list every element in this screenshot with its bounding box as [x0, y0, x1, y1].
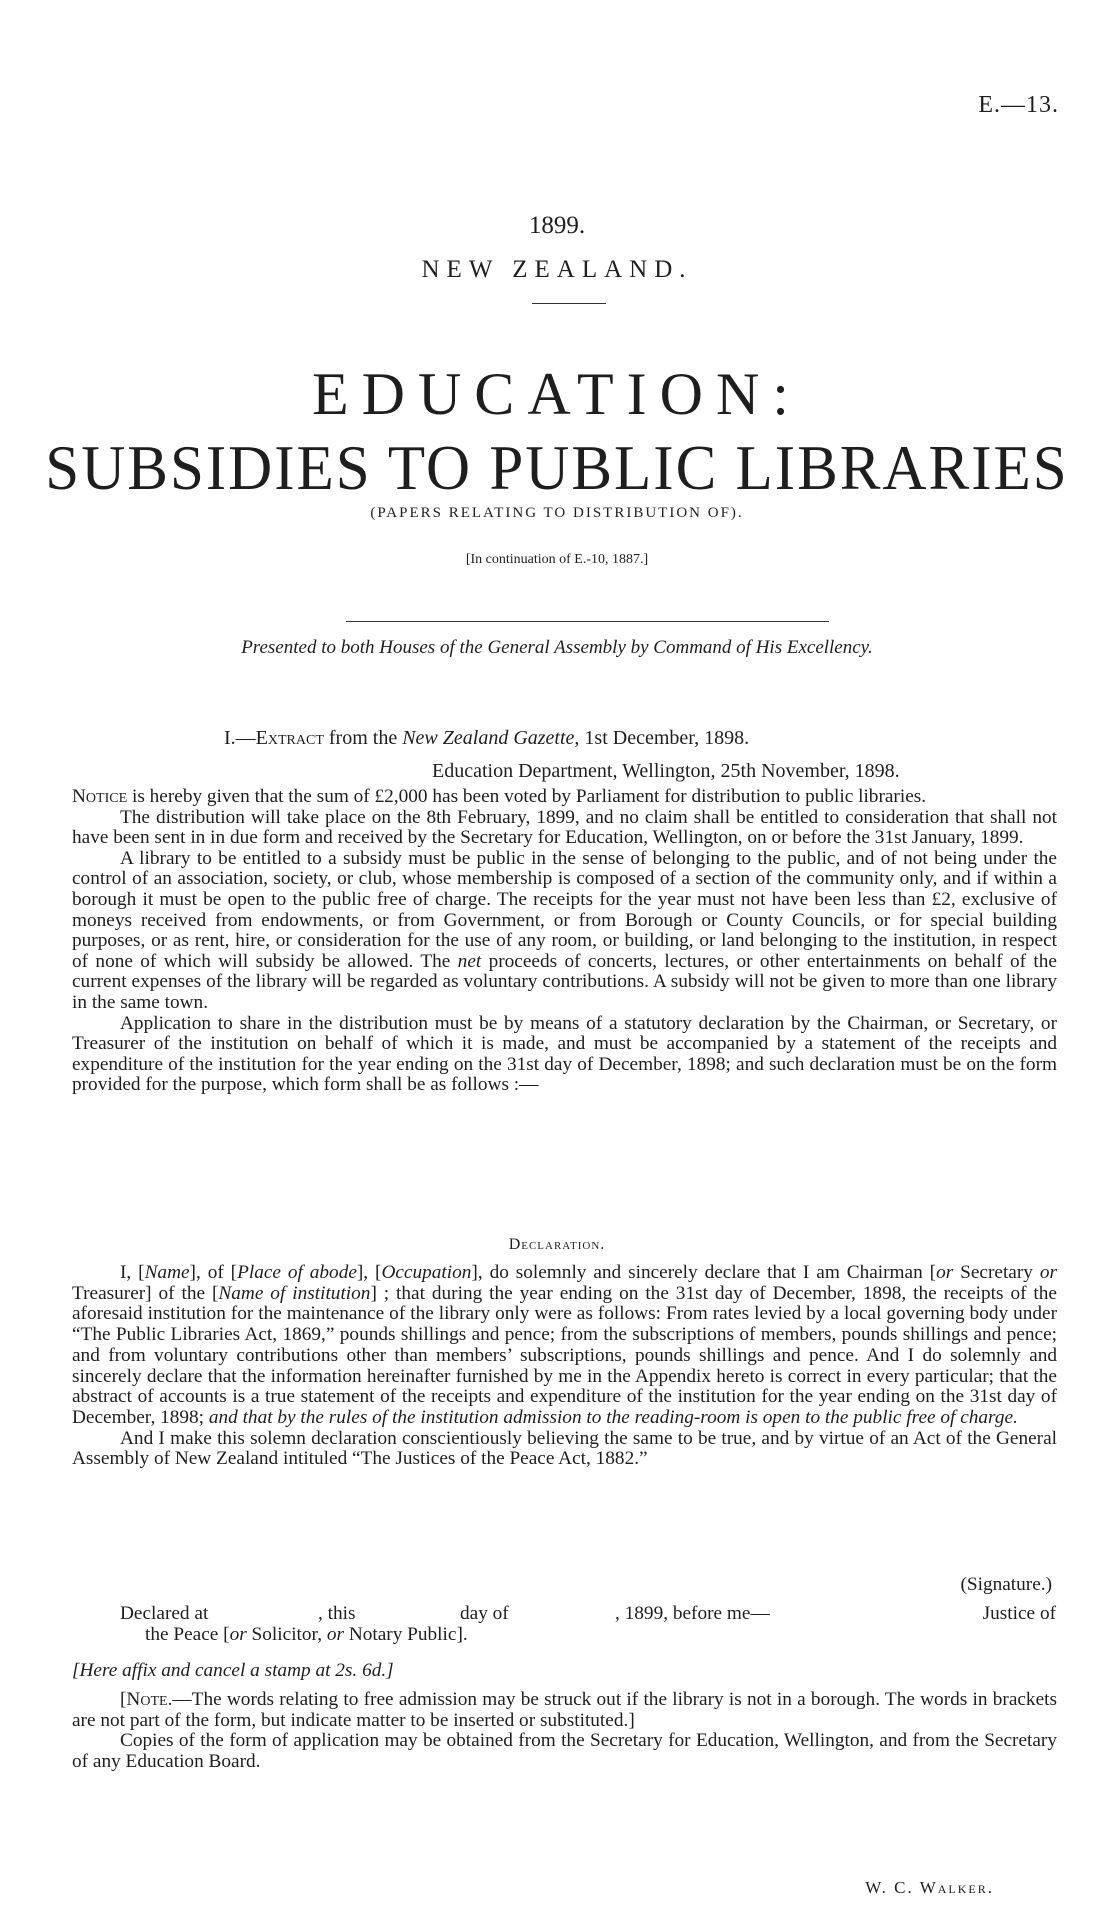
peace-or: or [229, 1624, 247, 1645]
declaration-paragraph-2: And I make this solemn declaration conscientiously believing the same to be true, and by virtue of an Act of the General Assembly of New Zealand intituled “The Justices of the Peace Act, 1882.” [72, 1427, 1057, 1470]
section-number: I.— [224, 727, 256, 749]
continuation-note: [In continuation of E.-10, 1887.] [465, 552, 649, 567]
decl-or: or [936, 1262, 954, 1283]
year: 1899. [528, 212, 586, 239]
notice-paragraph-1 [72, 787, 1057, 808]
extract-word: Extract [255, 727, 324, 749]
note-paragraph [72, 1690, 1057, 1731]
page-subtitle: SUBSIDIES TO PUBLIC LIBRARIES [45, 433, 1069, 504]
department-dateline: Education Department, Wellington, 25th November, 1898. [432, 760, 900, 782]
note-block [72, 1690, 1057, 1773]
decl-italic-clause: and that by the rules of the institution admission to the reading-room is open to the public free of charge. [208, 1406, 1018, 1428]
justice-of: Justice of [982, 1603, 1056, 1624]
notice-word: Notice [72, 786, 128, 807]
net-word: net [457, 950, 482, 972]
note-open: [ [120, 1689, 127, 1710]
peace-or: or [326, 1624, 344, 1645]
decl-place: Place of abode [237, 1262, 357, 1283]
declared-at: Declared at [120, 1603, 209, 1624]
year-before-me: , 1899, before me— [615, 1603, 770, 1624]
decl-occupation: Occupation [381, 1262, 472, 1283]
decl-or: or [1039, 1262, 1057, 1283]
day-of-label: day of [460, 1603, 509, 1624]
notice-paragraph-2: The distribution will take place on the 8th February, 1899, and no claim shall be entitled to consideration that shall not have been sent in in due form and received by the Secretary for Education, Wellington, on or before the 31st January, 1899. [72, 806, 1057, 849]
stamp-text: [Here affix and cancel a stamp at 2s. 6d.] [72, 1660, 394, 1681]
notice-paragraph-3 [72, 849, 1057, 1014]
notice-body [72, 787, 1057, 1096]
notice-text-1: is hereby given that the sum of £2,000 has been voted by Parliament for distribution to public libraries. [127, 786, 927, 807]
page-title: EDUCATION: [312, 361, 802, 427]
signatory: W. C. Walker. [865, 1878, 994, 1897]
decl-text: ] ; that during the year ending on the 31st day of December, 1898, the receipts of the aforesaid institution for the maintenance of the library only were as follows: From rates levied by a local governing body under “The Public Libraries Act, 1869,” pounds shillings and pence; from the subscriptions of members, pounds shillings and pence; and from voluntary contributions other than members’ subscriptions, pounds shillings and pence. And I do solemnly and sincerely declare that the information hereinafter furnished by me in the Appendix hereto is correct in every particular; that the abstract of accounts is a true statement of the receipts and expenditure of the institution for the year ending on the 31st day of December, 1898; [72, 1282, 1057, 1428]
peace-text: Notary Public]. [344, 1624, 468, 1645]
peace-line [145, 1624, 468, 1646]
peace-text: the Peace [ [145, 1624, 230, 1645]
notice-text-3b: proceeds of concerts, lectures, or other entertainments on behalf of the current expenses of the library will be regarded as voluntary contributions. A subsidy will not be given to more than one library in the same town. [72, 950, 1057, 1013]
this-label: , this [318, 1603, 356, 1624]
decl-text: Treasurer] of the [ [72, 1282, 219, 1304]
declaration-heading: Declaration. [508, 1236, 606, 1253]
paper-reference: E.—13. [978, 92, 1059, 118]
decl-name: Name [144, 1262, 190, 1283]
copies-paragraph: Copies of the form of application may be obtained from the Secretary for Education, Wellington, and from the Secretary of any Education Board. [72, 1730, 1057, 1773]
papers-note: (PAPERS RELATING TO DISTRIBUTION OF). [370, 505, 744, 521]
notice-text-3a: A library to be entitled to a subsidy must be public in the sense of belonging to the public, and of not being under the control of an association, society, or club, whose membership is composed of a section of the community only, and if within a borough it must be open to the public free of charge. The receipts for the year must not have been less than £2, exclusive of moneys received from endowments, or from Government, or from Borough or County Councils, or for special building purposes, or as rent, hire, or consideration for the use of any room, or building, or land belonging to the institution, in respect of none of which will subsidy be allowed. The [72, 847, 1057, 972]
declaration-paragraph-1 [72, 1263, 1057, 1429]
divider-long [346, 621, 829, 622]
decl-text: Secretary [953, 1262, 1040, 1283]
decl-text: ], of [ [189, 1262, 238, 1283]
notice-paragraph-4: Application to share in the distribution must be by means of a statutory declaration by the Chairman, or Secretary, or Treasurer of the institution on behalf of which it is made, and must be accompanied by a statement of the receipts and expenditure of the institution for the year ending on the 31st day of December, 1898; and such declaration must be on the form provided for the purpose, which form shall be as follows :— [72, 1012, 1057, 1096]
signature-label: (Signature.) [960, 1574, 1052, 1595]
from-the: from the [323, 727, 403, 749]
decl-text: I, [ [120, 1262, 145, 1283]
stamp-instruction [72, 1660, 394, 1682]
declaration-body [72, 1263, 1057, 1470]
decl-text: ], [ [356, 1262, 382, 1283]
country: NEW ZEALAND. [421, 256, 693, 283]
gazette-date: , 1st December, 1898. [574, 727, 750, 749]
section-heading [224, 727, 749, 750]
note-text: .—The words relating to free admission may be struck out if the library is not in a borough. The words in brackets are not part of the form, but indicate matter to be inserted or substituted.] [72, 1689, 1057, 1731]
presented-line: Presented to both Houses of the General Assembly by Command of His Excellency. [241, 637, 873, 658]
gazette-name: New Zealand Gazette [402, 727, 575, 749]
peace-text: Solicitor, [246, 1624, 327, 1645]
decl-text: ], do solemnly and sincerely declare that I am Chairman [ [471, 1262, 937, 1283]
divider-short [532, 303, 606, 304]
note-word: Note [126, 1689, 168, 1710]
decl-institution: Name of institution [218, 1282, 371, 1304]
